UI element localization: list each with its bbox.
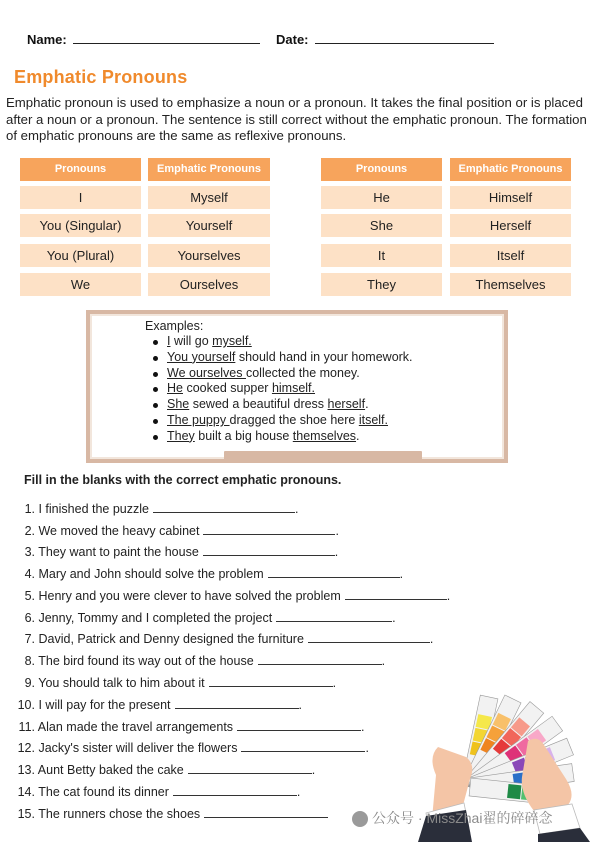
item-end: . [311, 763, 316, 777]
table-header: Pronouns [20, 158, 141, 181]
item-end: . [429, 632, 434, 646]
item-end: . [334, 545, 339, 559]
exercise-item [13, 567, 403, 581]
item-text: They want to paint the house [38, 545, 199, 559]
answer-blank[interactable] [276, 611, 392, 622]
item-text: I finished the puzzle [38, 502, 149, 516]
page-title: Emphatic Pronouns [14, 67, 188, 87]
answer-blank[interactable] [258, 654, 382, 665]
examples-label: Examples: [145, 319, 204, 333]
item-number: 6. [24, 611, 35, 625]
table-cell: Yourselves [148, 244, 270, 267]
table-cell: It [321, 244, 442, 267]
item-text: The bird found its way out of the house [38, 654, 254, 668]
example-end: . [356, 428, 360, 443]
item-end: . [296, 785, 301, 799]
item-text: I will pay for the present [38, 698, 171, 712]
item-text: Jenny, Tommy and I completed the project [38, 611, 273, 625]
date-line[interactable] [315, 31, 494, 44]
example-emphatic: himself. [271, 381, 316, 396]
exercise-item [13, 698, 302, 712]
item-number: 10. [17, 698, 35, 712]
item-text: Aunt Betty baked the cake [37, 763, 184, 777]
exercise-item [13, 589, 450, 603]
table-cell: I [20, 186, 141, 209]
exercise-item [13, 545, 338, 559]
item-number: 15. [17, 807, 35, 821]
table-cell: You (Plural) [20, 244, 141, 267]
bullet-icon [153, 435, 158, 440]
item-number: 14. [17, 785, 35, 799]
table-cell: They [321, 273, 442, 296]
example-item [153, 429, 413, 445]
item-number: 9. [24, 676, 35, 690]
examples-frame-ledge [224, 451, 422, 460]
name-field[interactable] [27, 31, 260, 47]
bullet-icon [153, 372, 158, 377]
item-text: David, Patrick and Denny designed the furniture [38, 632, 304, 646]
item-text: Mary and John should solve the problem [38, 567, 264, 581]
item-end: . [332, 676, 337, 690]
bullet-icon [153, 340, 158, 345]
item-number: 8. [24, 654, 35, 668]
item-end: . [446, 589, 451, 603]
example-text: will go [170, 334, 213, 348]
example-text: built a big house [194, 428, 293, 443]
answer-blank[interactable] [188, 763, 312, 774]
table-cell: We [20, 273, 141, 296]
answer-blank[interactable] [237, 720, 361, 731]
item-number: 1. [24, 502, 35, 516]
date-field[interactable] [276, 31, 494, 47]
example-item [153, 350, 413, 366]
item-number: 12. [17, 741, 35, 755]
example-subject: I [167, 334, 171, 348]
answer-blank[interactable] [209, 676, 333, 687]
exercise-item [13, 611, 396, 625]
example-text: collected the money. [245, 365, 360, 380]
exercise-item [13, 807, 328, 821]
exercise-item [13, 654, 385, 668]
example-subject: We ourselves [167, 365, 246, 380]
item-number: 2. [24, 524, 35, 538]
table-header: Emphatic Pronouns [450, 158, 571, 181]
date-label: Date: [276, 32, 309, 47]
answer-blank[interactable] [203, 524, 335, 535]
answer-blank[interactable] [345, 589, 447, 600]
exercise-item [13, 720, 365, 734]
answer-blank[interactable] [173, 785, 297, 796]
example-item [153, 413, 413, 429]
exercise-item [13, 524, 339, 538]
item-end: . [335, 524, 339, 538]
name-line[interactable] [73, 31, 260, 44]
example-text: sewed a beautiful dress [189, 397, 328, 412]
bullet-icon [153, 419, 158, 424]
table-cell: Itself [450, 244, 571, 267]
examples-list [153, 334, 413, 445]
table-cell: She [321, 214, 442, 237]
item-end: . [365, 741, 369, 755]
example-subject: The puppy [167, 412, 230, 427]
example-item [153, 366, 413, 382]
item-end: . [361, 720, 365, 734]
table-header: Emphatic Pronouns [148, 158, 270, 181]
exercise-item [13, 763, 315, 777]
answer-blank[interactable] [175, 698, 299, 709]
item-text: You should talk to him about it [38, 676, 205, 690]
item-number: 11. [18, 720, 35, 734]
example-subject: He [167, 381, 183, 396]
answer-blank[interactable] [203, 545, 335, 556]
item-text: Alan made the travel arrangements [37, 720, 234, 734]
example-end: . [365, 397, 369, 412]
bullet-icon [153, 356, 158, 361]
example-emphatic: herself [327, 397, 366, 412]
example-text: cooked supper [182, 381, 272, 396]
example-item [153, 334, 413, 350]
watermark-text: 公众号 · MissZhai翟的碎碎念 [372, 810, 553, 826]
table-cell: Yourself [148, 214, 270, 237]
exercise-instruction: Fill in the blanks with the correct emphatic pronouns. [24, 473, 342, 487]
item-number: 5. [24, 589, 35, 603]
answer-blank[interactable] [308, 632, 430, 643]
exercise-item [13, 502, 298, 516]
name-label: Name: [27, 32, 67, 47]
table-cell: You (Singular) [20, 214, 141, 237]
table-cell: Myself [148, 186, 270, 209]
table-header: Pronouns [321, 158, 442, 181]
intro-paragraph: Emphatic pronoun is used to emphasize a noun or a pronoun. It takes the final position or is placed after a noun or a pronoun. The sentence is still correct without the emphatic pronoun. The formation of emphatic pronouns are the same as reflexive pronouns. [6, 95, 587, 143]
item-text: Henry and you were clever to have solved the problem [38, 589, 341, 603]
bullet-icon [153, 387, 158, 392]
answer-blank[interactable] [241, 741, 365, 752]
answer-blank[interactable] [204, 807, 328, 818]
example-emphatic: myself. [212, 334, 252, 348]
example-item [153, 397, 413, 413]
item-end: . [399, 567, 404, 581]
exercise-item [13, 785, 300, 799]
item-end: . [294, 502, 299, 516]
example-emphatic: themselves [292, 428, 357, 443]
example-text: dragged the shoe here [229, 412, 359, 427]
table-cell: Themselves [450, 273, 571, 296]
example-subject: She [167, 397, 190, 412]
example-subject: You yourself [167, 349, 236, 364]
item-end: . [298, 698, 302, 712]
exercise-item [13, 632, 433, 646]
table-cell: Himself [450, 186, 571, 209]
wechat-icon [352, 811, 368, 827]
item-text: The cat found its dinner [38, 785, 169, 799]
item-text: The runners chose the shoes [38, 807, 201, 821]
table-cell: Herself [450, 214, 571, 237]
item-end: . [381, 654, 386, 668]
answer-blank[interactable] [268, 567, 400, 578]
item-number: 4. [24, 567, 35, 581]
example-item [153, 381, 413, 397]
example-emphatic: itself. [358, 412, 389, 427]
watermark [352, 808, 552, 828]
item-text: Jacky's sister will deliver the flowers [38, 741, 238, 755]
exercise-item [13, 676, 336, 690]
item-number: 3. [24, 545, 35, 559]
item-end: . [392, 611, 396, 625]
answer-blank[interactable] [153, 502, 295, 513]
bullet-icon [153, 403, 158, 408]
example-text: should hand in your homework. [235, 349, 413, 364]
table-cell: Ourselves [148, 273, 270, 296]
item-number: 13. [17, 763, 35, 777]
item-number: 7. [24, 632, 35, 646]
example-subject: They [167, 428, 195, 443]
table-cell: He [321, 186, 442, 209]
exercise-item [13, 741, 369, 755]
item-text: We moved the heavy cabinet [38, 524, 200, 538]
